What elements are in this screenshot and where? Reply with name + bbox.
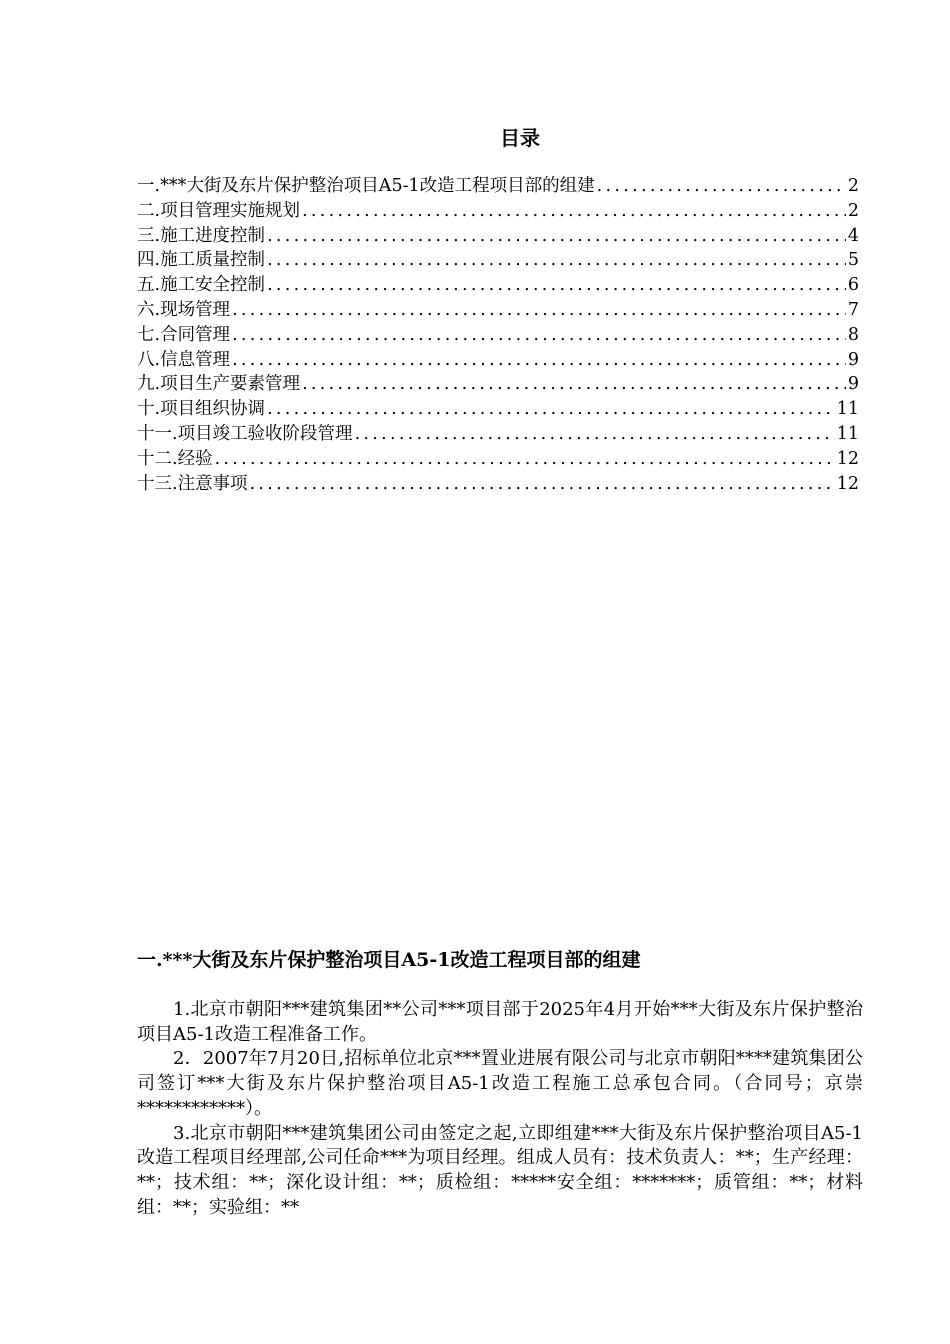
toc-entry-page: 12	[836, 448, 859, 469]
toc-leader-dots	[267, 273, 846, 298]
toc-entry-label: 二.项目管理实施规划	[137, 200, 301, 221]
toc-entry[interactable]	[137, 372, 859, 397]
toc-entry[interactable]	[137, 422, 859, 447]
toc-entry[interactable]	[137, 248, 859, 273]
toc-entry-page: 6	[847, 275, 859, 296]
body-paragraph: 1.北京市朝阳***建筑集团**公司***项目部于2025年4月开始***大街及东片保护整治项目A5-1改造工程准备工作。	[137, 999, 863, 1045]
toc-leader-dots	[232, 298, 846, 323]
toc-entry-label: 七.合同管理	[137, 324, 231, 345]
toc-entry[interactable]	[137, 323, 859, 348]
toc-entry-page: 5	[847, 250, 859, 271]
toc-entry-page: 9	[847, 349, 859, 370]
toc-entry-page: 11	[836, 423, 859, 444]
toc-entry-page: 7	[847, 299, 859, 320]
toc-entry-label: 三.施工进度控制	[137, 225, 266, 246]
toc-entry[interactable]	[137, 199, 859, 224]
toc-leader-dots	[597, 174, 846, 199]
section-body	[137, 998, 863, 1220]
toc-title: 目录	[500, 126, 540, 150]
toc-entry-label: 八.信息管理	[137, 349, 231, 370]
toc-entry-page: 11	[836, 399, 859, 420]
toc-entry-page: 12	[836, 473, 859, 494]
toc-leader-dots	[302, 199, 846, 224]
toc-entry[interactable]	[137, 348, 859, 373]
toc-entry[interactable]	[137, 447, 859, 472]
toc-entry-label: 九.项目生产要素管理	[137, 374, 301, 395]
toc-entry[interactable]	[137, 224, 859, 249]
toc-entry[interactable]	[137, 472, 859, 497]
toc-entry-label: 十三.注意事项	[137, 473, 248, 494]
toc-leader-dots	[355, 422, 835, 447]
toc-leader-dots	[215, 447, 835, 472]
toc-entry-label: 六.现场管理	[137, 299, 231, 320]
toc-entry-page: 9	[847, 374, 859, 395]
toc-entry-label: 四.施工质量控制	[137, 250, 266, 271]
toc-entry[interactable]	[137, 174, 859, 199]
section-heading: 一.***大街及东片保护整治项目A5-1改造工程项目部的组建	[137, 949, 641, 971]
table-of-contents	[137, 174, 859, 496]
toc-entry-page: 8	[847, 324, 859, 345]
toc-leader-dots	[250, 472, 835, 497]
toc-entry-label: 十二.经验	[137, 448, 213, 469]
toc-leader-dots	[232, 323, 846, 348]
body-paragraph: 2．2007年7月20日,招标单位北京***置业进展有限公司与北京市朝阳****建筑集团公司签订***大街及东片保护整治项目A5-1改造工程施工总承包合同。（合同号；京崇************）。	[137, 1048, 863, 1119]
toc-entry-label: 十一.项目竣工验收阶段管理	[137, 423, 353, 444]
toc-leader-dots	[267, 224, 846, 249]
toc-entry[interactable]	[137, 397, 859, 422]
toc-entry[interactable]	[137, 273, 859, 298]
toc-entry-label: 五.施工安全控制	[137, 275, 266, 296]
toc-leader-dots	[302, 372, 846, 397]
toc-entry-label: 十.项目组织协调	[137, 399, 266, 420]
toc-leader-dots	[267, 248, 846, 273]
toc-entry-page: 4	[847, 225, 859, 246]
toc-leader-dots	[232, 348, 846, 373]
toc-entry[interactable]	[137, 298, 859, 323]
toc-entry-page: 2	[847, 176, 859, 196]
body-paragraph: 3.北京市朝阳***建筑集团公司由签定之起,立即组建***大街及东片保护整治项目A5-1改造工程项目经理部,公司任命***为项目经理。组成人员有：技术负责人：**；生产经理：**；技术组：**；深化设计组：**；质检组：*****安全组：*******；质管组：**；材料组：**；实验组：**	[137, 1122, 863, 1218]
toc-entry-page: 2	[847, 200, 859, 221]
toc-entry-label: 一.***大街及东片保护整治项目A5-1改造工程项目部的组建	[137, 176, 595, 196]
toc-leader-dots	[267, 397, 835, 422]
